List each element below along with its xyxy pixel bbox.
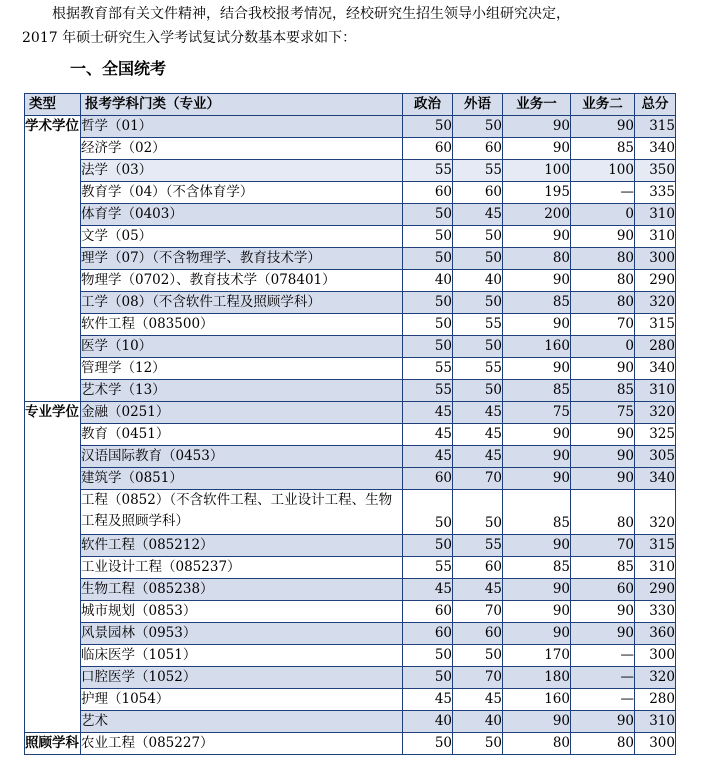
subject-two-score-cell: 90 <box>571 358 635 380</box>
table-row <box>25 490 676 535</box>
header-foreign-language: 外语 <box>453 94 503 116</box>
table-row <box>25 292 676 314</box>
subject-two-score-cell: 0 <box>571 336 635 358</box>
table-row <box>25 204 676 226</box>
subject-two-score-cell: 85 <box>571 138 635 160</box>
subject-two-score-cell: 0 <box>571 204 635 226</box>
table-row <box>25 402 676 424</box>
politics-score-cell: 50 <box>403 336 453 358</box>
subject-name-cell: 工业设计工程（085237） <box>81 557 403 579</box>
table-row <box>25 358 676 380</box>
foreign-language-score-cell: 70 <box>453 468 503 490</box>
subject-name-cell: 临床医学（1051） <box>81 645 403 667</box>
politics-score-cell: 40 <box>403 270 453 292</box>
subject-one-score-cell: 80 <box>503 733 571 755</box>
subject-two-score-cell: 75 <box>571 402 635 424</box>
category-type-cell: 专业学位 <box>25 402 81 733</box>
subject-two-score-cell: 80 <box>571 490 635 535</box>
table-row <box>25 623 676 645</box>
politics-score-cell: 50 <box>403 226 453 248</box>
foreign-language-score-cell: 50 <box>453 248 503 270</box>
subject-one-score-cell: 180 <box>503 667 571 689</box>
section-title: 一、全国统考 <box>70 59 167 78</box>
table-row <box>25 601 676 623</box>
politics-score-cell: 50 <box>403 204 453 226</box>
subject-one-score-cell: 100 <box>503 160 571 182</box>
subject-one-score-cell: 90 <box>503 711 571 733</box>
category-type-cell: 学术学位 <box>25 116 81 402</box>
subject-one-score-cell: 75 <box>503 402 571 424</box>
foreign-language-score-cell: 60 <box>453 182 503 204</box>
subject-two-score-cell: — <box>571 667 635 689</box>
total-score-cell: 335 <box>635 182 676 204</box>
total-score-cell: 325 <box>635 424 676 446</box>
subject-name-cell: 工学（08）（不含软件工程及照顾学科） <box>81 292 403 314</box>
politics-score-cell: 55 <box>403 380 453 402</box>
intro-line-1: 根据教育部有关文件精神，结合我校报考情况，经校研究生招生领导小组研究决定， <box>52 6 570 22</box>
politics-score-cell: 55 <box>403 557 453 579</box>
total-score-cell: 315 <box>635 314 676 336</box>
header-total: 总分 <box>635 94 676 116</box>
subject-name-cell: 金融（0251） <box>81 402 403 424</box>
subject-one-score-cell: 90 <box>503 623 571 645</box>
table-row <box>25 270 676 292</box>
subject-one-score-cell: 90 <box>503 446 571 468</box>
table-row <box>25 557 676 579</box>
subject-name-cell: 教育学（04）（不含体育学） <box>81 182 403 204</box>
table-header-row <box>25 94 676 116</box>
subject-name-cell: 护理（1054） <box>81 689 403 711</box>
politics-score-cell: 45 <box>403 446 453 468</box>
politics-score-cell: 60 <box>403 468 453 490</box>
subject-name-cell: 软件工程（083500） <box>81 314 403 336</box>
foreign-language-score-cell: 50 <box>453 226 503 248</box>
subject-name-cell: 建筑学（0851） <box>81 468 403 490</box>
foreign-language-score-cell: 45 <box>453 424 503 446</box>
header-type: 类型 <box>25 94 81 116</box>
total-score-cell: 320 <box>635 490 676 535</box>
header-subject: 报考学科门类（专业） <box>81 94 403 116</box>
politics-score-cell: 50 <box>403 535 453 557</box>
subject-two-score-cell: 100 <box>571 160 635 182</box>
subject-two-score-cell: 85 <box>571 557 635 579</box>
politics-score-cell: 50 <box>403 314 453 336</box>
table-row <box>25 314 676 336</box>
total-score-cell: 310 <box>635 557 676 579</box>
subject-name-cell: 汉语国际教育（0453） <box>81 446 403 468</box>
subject-one-score-cell: 160 <box>503 336 571 358</box>
total-score-cell: 340 <box>635 468 676 490</box>
total-score-cell: 315 <box>635 535 676 557</box>
subject-two-score-cell: — <box>571 645 635 667</box>
politics-score-cell: 55 <box>403 160 453 182</box>
table-row <box>25 446 676 468</box>
header-politics: 政治 <box>403 94 453 116</box>
subject-two-score-cell: 90 <box>571 601 635 623</box>
foreign-language-score-cell: 55 <box>453 358 503 380</box>
foreign-language-score-cell: 60 <box>453 557 503 579</box>
total-score-cell: 300 <box>635 645 676 667</box>
subject-one-score-cell: 90 <box>503 226 571 248</box>
table-row <box>25 579 676 601</box>
foreign-language-score-cell: 60 <box>453 623 503 645</box>
politics-score-cell: 45 <box>403 402 453 424</box>
total-score-cell: 310 <box>635 711 676 733</box>
foreign-language-score-cell: 40 <box>453 711 503 733</box>
subject-one-score-cell: 90 <box>503 314 571 336</box>
subject-one-score-cell: 85 <box>503 557 571 579</box>
subject-two-score-cell: 80 <box>571 270 635 292</box>
politics-score-cell: 55 <box>403 358 453 380</box>
subject-two-score-cell: 85 <box>571 380 635 402</box>
politics-score-cell: 50 <box>403 667 453 689</box>
table-row <box>25 645 676 667</box>
politics-score-cell: 60 <box>403 623 453 645</box>
subject-one-score-cell: 80 <box>503 248 571 270</box>
subject-two-score-cell: 80 <box>571 733 635 755</box>
subject-two-score-cell: 90 <box>571 116 635 138</box>
total-score-cell: 320 <box>635 292 676 314</box>
subject-two-score-cell: 90 <box>571 623 635 645</box>
subject-two-score-cell: 90 <box>571 711 635 733</box>
politics-score-cell: 60 <box>403 182 453 204</box>
politics-score-cell: 50 <box>403 248 453 270</box>
table-row <box>25 182 676 204</box>
table-row <box>25 424 676 446</box>
subject-name-cell: 哲学（01） <box>81 116 403 138</box>
foreign-language-score-cell: 55 <box>453 160 503 182</box>
subject-two-score-cell: — <box>571 689 635 711</box>
table-row <box>25 468 676 490</box>
foreign-language-score-cell: 50 <box>453 116 503 138</box>
foreign-language-score-cell: 50 <box>453 733 503 755</box>
subject-name-cell: 医学（10） <box>81 336 403 358</box>
header-subject-one: 业务一 <box>503 94 571 116</box>
total-score-cell: 340 <box>635 358 676 380</box>
politics-score-cell: 50 <box>403 645 453 667</box>
table-body <box>25 116 676 755</box>
subject-name-cell: 管理学（12） <box>81 358 403 380</box>
subject-name-cell: 城市规划（0853） <box>81 601 403 623</box>
total-score-cell: 280 <box>635 336 676 358</box>
subject-name-cell: 农业工程（085227） <box>81 733 403 755</box>
foreign-language-score-cell: 50 <box>453 490 503 535</box>
foreign-language-score-cell: 50 <box>453 380 503 402</box>
subject-name-cell: 工程（0852）（不含软件工程、工业设计工程、生物工程及照顾学科） <box>81 490 403 535</box>
total-score-cell: 280 <box>635 689 676 711</box>
total-score-cell: 305 <box>635 446 676 468</box>
total-score-cell: 350 <box>635 160 676 182</box>
subject-name-cell: 生物工程（085238） <box>81 579 403 601</box>
subject-name-cell: 艺术 <box>81 711 403 733</box>
foreign-language-score-cell: 50 <box>453 336 503 358</box>
subject-one-score-cell: 90 <box>503 424 571 446</box>
total-score-cell: 320 <box>635 402 676 424</box>
subject-name-cell: 经济学（02） <box>81 138 403 160</box>
subject-one-score-cell: 85 <box>503 380 571 402</box>
intro-paragraph <box>22 2 692 50</box>
subject-name-cell: 口腔医学（1052） <box>81 667 403 689</box>
table-row <box>25 116 676 138</box>
subject-two-score-cell: 60 <box>571 579 635 601</box>
subject-one-score-cell: 90 <box>503 358 571 380</box>
total-score-cell: 340 <box>635 138 676 160</box>
subject-one-score-cell: 200 <box>503 204 571 226</box>
subject-two-score-cell: 90 <box>571 424 635 446</box>
header-subject-two: 业务二 <box>571 94 635 116</box>
subject-name-cell: 文学（05） <box>81 226 403 248</box>
foreign-language-score-cell: 45 <box>453 446 503 468</box>
subject-one-score-cell: 90 <box>503 270 571 292</box>
table-row <box>25 226 676 248</box>
category-type-cell: 照顾学科 <box>25 733 81 755</box>
table-row <box>25 667 676 689</box>
politics-score-cell: 45 <box>403 424 453 446</box>
subject-name-cell: 体育学（0403） <box>81 204 403 226</box>
total-score-cell: 310 <box>635 380 676 402</box>
subject-two-score-cell: — <box>571 182 635 204</box>
total-score-cell: 360 <box>635 623 676 645</box>
foreign-language-score-cell: 55 <box>453 535 503 557</box>
total-score-cell: 310 <box>635 226 676 248</box>
table-row <box>25 248 676 270</box>
foreign-language-score-cell: 40 <box>453 270 503 292</box>
table-row <box>25 138 676 160</box>
total-score-cell: 320 <box>635 667 676 689</box>
subject-two-score-cell: 80 <box>571 248 635 270</box>
subject-name-cell: 软件工程（085212） <box>81 535 403 557</box>
total-score-cell: 290 <box>635 579 676 601</box>
subject-two-score-cell: 90 <box>571 468 635 490</box>
subject-two-score-cell: 90 <box>571 446 635 468</box>
table-row <box>25 733 676 755</box>
table-row <box>25 535 676 557</box>
foreign-language-score-cell: 45 <box>453 402 503 424</box>
total-score-cell: 315 <box>635 116 676 138</box>
table-row <box>25 160 676 182</box>
total-score-cell: 300 <box>635 733 676 755</box>
subject-one-score-cell: 160 <box>503 689 571 711</box>
subject-two-score-cell: 90 <box>571 226 635 248</box>
foreign-language-score-cell: 70 <box>453 601 503 623</box>
foreign-language-score-cell: 70 <box>453 667 503 689</box>
table-row <box>25 689 676 711</box>
subject-one-score-cell: 90 <box>503 138 571 160</box>
subject-name-cell: 物理学（0702）、教育技术学（078401） <box>81 270 403 292</box>
subject-one-score-cell: 90 <box>503 535 571 557</box>
foreign-language-score-cell: 45 <box>453 579 503 601</box>
subject-one-score-cell: 170 <box>503 645 571 667</box>
total-score-cell: 330 <box>635 601 676 623</box>
subject-one-score-cell: 90 <box>503 116 571 138</box>
politics-score-cell: 50 <box>403 292 453 314</box>
subject-name-cell: 法学（03） <box>81 160 403 182</box>
subject-two-score-cell: 70 <box>571 535 635 557</box>
subject-two-score-cell: 80 <box>571 292 635 314</box>
total-score-cell: 310 <box>635 204 676 226</box>
politics-score-cell: 50 <box>403 733 453 755</box>
subject-one-score-cell: 90 <box>503 601 571 623</box>
politics-score-cell: 45 <box>403 579 453 601</box>
foreign-language-score-cell: 45 <box>453 689 503 711</box>
foreign-language-score-cell: 45 <box>453 204 503 226</box>
subject-one-score-cell: 90 <box>503 579 571 601</box>
politics-score-cell: 45 <box>403 689 453 711</box>
table-row <box>25 336 676 358</box>
politics-score-cell: 50 <box>403 490 453 535</box>
subject-name-cell: 理学（07）（不含物理学、教育技术学） <box>81 248 403 270</box>
subject-name-cell: 教育（0451） <box>81 424 403 446</box>
politics-score-cell: 60 <box>403 601 453 623</box>
subject-one-score-cell: 85 <box>503 292 571 314</box>
subject-name-cell: 艺术学（13） <box>81 380 403 402</box>
subject-one-score-cell: 85 <box>503 490 571 535</box>
politics-score-cell: 60 <box>403 138 453 160</box>
table-row <box>25 711 676 733</box>
politics-score-cell: 50 <box>403 116 453 138</box>
foreign-language-score-cell: 50 <box>453 645 503 667</box>
foreign-language-score-cell: 55 <box>453 314 503 336</box>
foreign-language-score-cell: 60 <box>453 138 503 160</box>
subject-one-score-cell: 90 <box>503 468 571 490</box>
subject-one-score-cell: 195 <box>503 182 571 204</box>
subject-two-score-cell: 70 <box>571 314 635 336</box>
foreign-language-score-cell: 50 <box>453 292 503 314</box>
intro-line-2: 2017 年硕士研究生入学考试复试分数基本要求如下： <box>22 30 357 46</box>
total-score-cell: 300 <box>635 248 676 270</box>
subject-name-cell: 风景园林（0953） <box>81 623 403 645</box>
politics-score-cell: 40 <box>403 711 453 733</box>
table-row <box>25 380 676 402</box>
total-score-cell: 290 <box>635 270 676 292</box>
score-table <box>24 93 676 755</box>
